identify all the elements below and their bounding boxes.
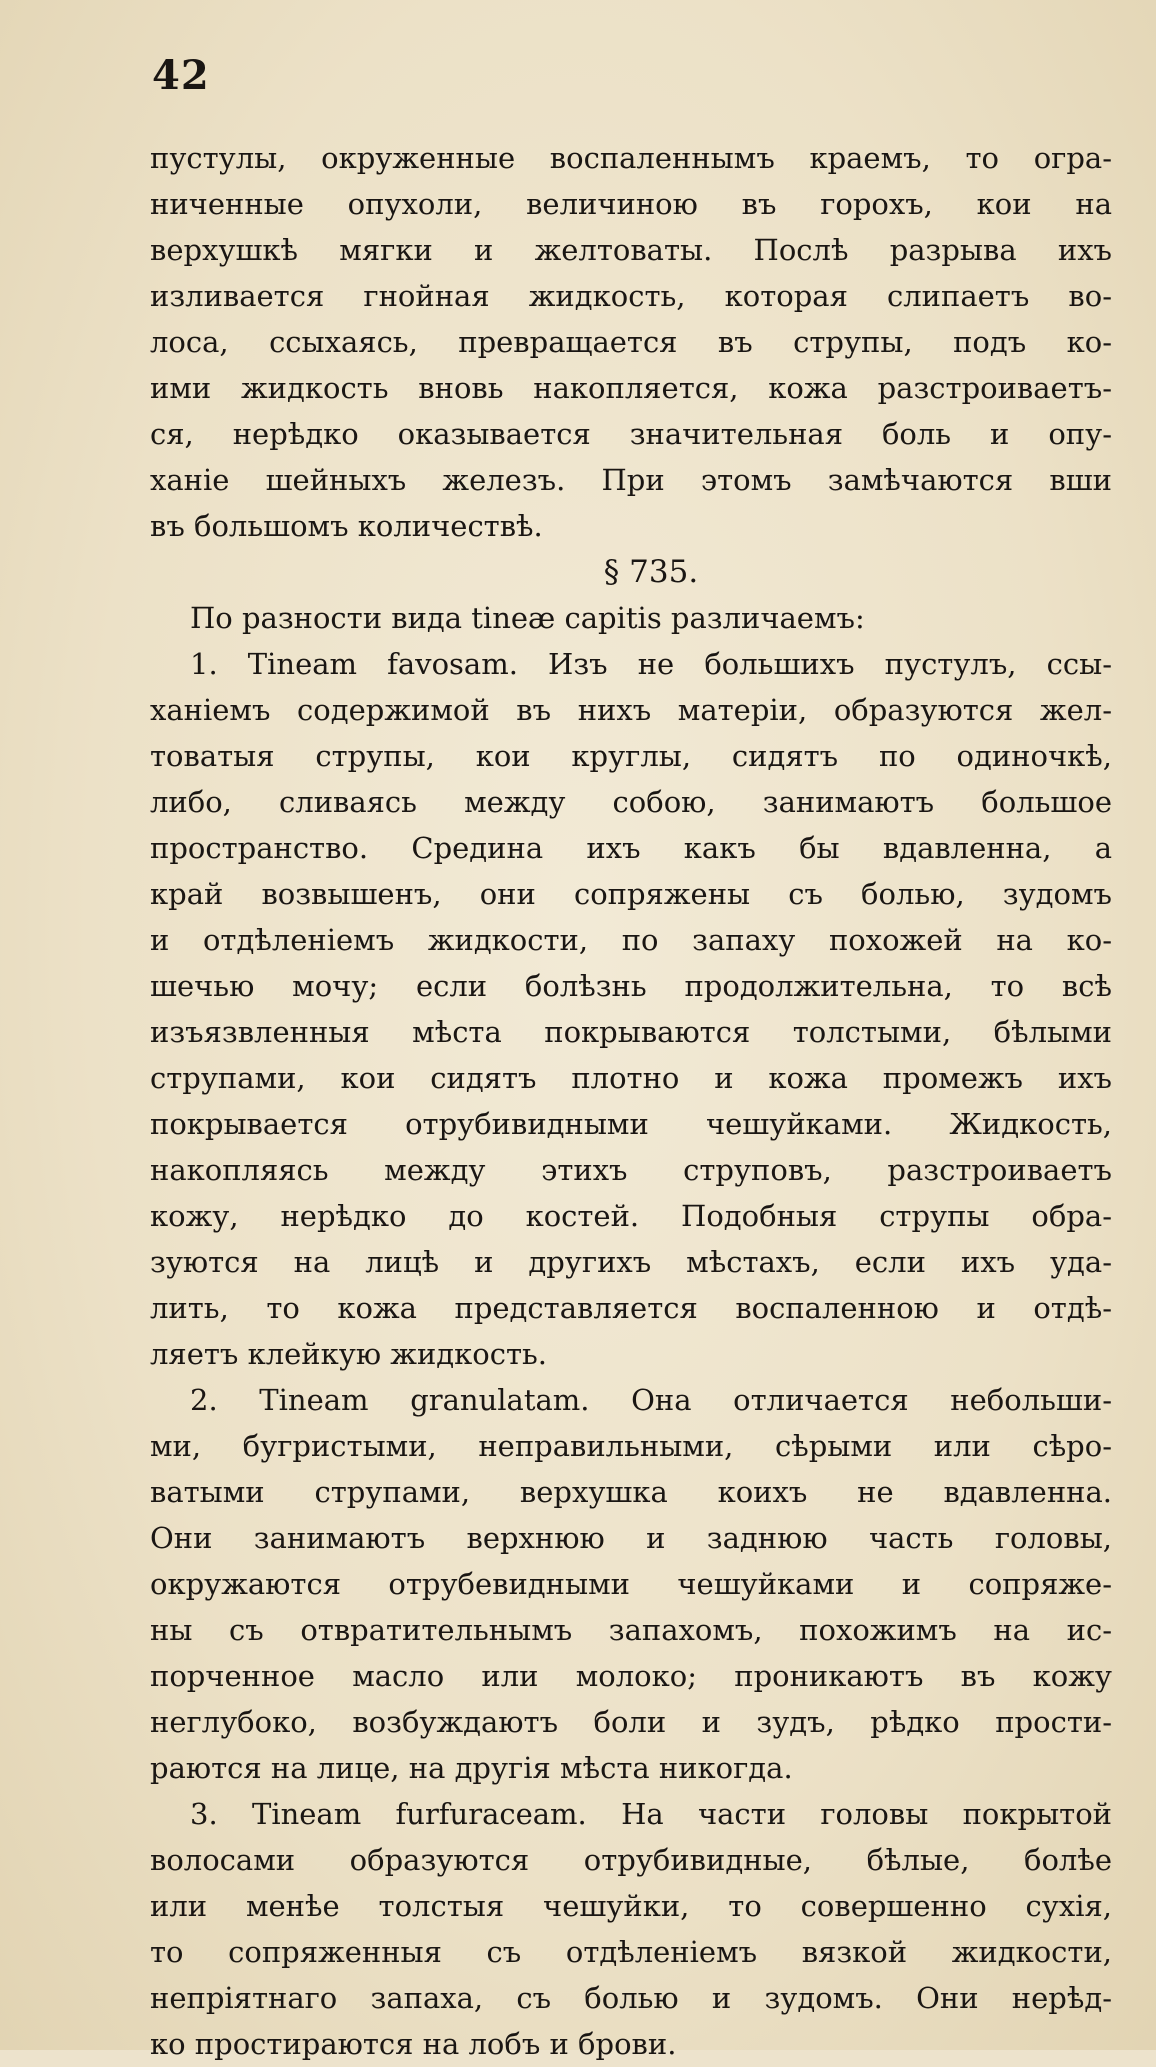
text-line: и отдѣленіемъ жидкости, по запаху похожей на ко- (150, 923, 1112, 957)
text-line: раются на лице, на другія мѣста никогда. (150, 1751, 793, 1785)
text-line: ляетъ клейкую жидкость. (150, 1337, 548, 1371)
text-line: зуются на лицѣ и другихъ мѣстахъ, если ихъ уда- (150, 1245, 1112, 1279)
text-line: По разности вида tineæ capitis различаемъ: (190, 601, 865, 635)
text-line: изливается гнойная жидкость, которая слипаетъ во- (150, 279, 1112, 313)
text-line: въ большомъ количествѣ. (150, 509, 543, 543)
text-line: 2. Tineam granulatam. Она отличается небольши- (190, 1383, 1112, 1417)
section-heading: § 735. (603, 554, 699, 590)
text-line: порченное масло или молоко; проникаютъ въ кожу (150, 1659, 1112, 1693)
text-line: шечью мочу; если болѣзнь продолжительна, то всѣ (150, 969, 1112, 1003)
text-line: струпами, кои сидятъ плотно и кожа промежъ ихъ (150, 1061, 1112, 1095)
text-line: кожу, нерѣдко до костей. Подобныя струпы обра- (150, 1199, 1112, 1233)
text-line: покрывается отрубивидными чешуйками. Жидкость, (150, 1107, 1112, 1141)
text-line: Они занимаютъ верхнюю и заднюю часть головы, (150, 1521, 1112, 1555)
text-line: окружаются отрубевидными чешуйками и сопряже- (150, 1567, 1112, 1601)
text-line: верхушкѣ мягки и желтоваты. Послѣ разрыва ихъ (150, 233, 1112, 267)
text-line: край возвышенъ, они сопряжены съ болью, зудомъ (150, 877, 1112, 911)
text-line: непріятнаго запаха, съ болью и зудомъ. Они нерѣд- (150, 1981, 1112, 2015)
page-number: 42 (152, 52, 210, 99)
text-line: ми, бугристыми, неправильными, сѣрыми или сѣро- (150, 1429, 1112, 1463)
text-line: неглубоко, возбуждаютъ боли и зудъ, рѣдко прости- (150, 1705, 1112, 1739)
text-line: либо, сливаясь между собою, занимаютъ большое (150, 785, 1112, 819)
text-line: ся, нерѣдко оказывается значительная боль и опу- (150, 417, 1112, 451)
text-line: ханіе шейныхъ железъ. При этомъ замѣчаются вши (150, 463, 1112, 497)
text-line: 1. Tineam favosam. Изъ не большихъ пустулъ, ссы- (190, 647, 1112, 681)
page-text (150, 135, 1112, 2067)
text-line: 3. Tineam furfuraceam. На части головы покрытой (190, 1797, 1112, 1831)
text-line: или менѣе толстыя чешуйки, то совершенно сухія, (150, 1889, 1112, 1923)
text-line: то сопряженныя съ отдѣленіемъ вязкой жидкости, (150, 1935, 1112, 1969)
text-line: лоса, ссыхаясь, превращается въ струпы, подъ ко- (150, 325, 1112, 359)
text-line: товатыя струпы, кои круглы, сидятъ по одиночкѣ, (150, 739, 1112, 773)
text-line: ниченные опухоли, величиною въ горохъ, кои на (150, 187, 1112, 221)
text-line: ны съ отвратительнымъ запахомъ, похожимъ на ис- (150, 1613, 1112, 1647)
text-line: ими жидкость вновь накопляется, кожа разстроиваетъ- (150, 371, 1112, 405)
text-line: пространство. Средина ихъ какъ бы вдавленна, а (150, 831, 1112, 865)
text-line: ханіемъ содержимой въ нихъ матеріи, образуются жел- (150, 693, 1112, 727)
text-line: лить, то кожа представляется воспаленною и отдѣ- (150, 1291, 1112, 1325)
text-line: изъязвленныя мѣста покрываются толстыми, бѣлыми (150, 1015, 1112, 1049)
text-line: пустулы, окруженные воспаленнымъ краемъ, то огра- (150, 141, 1112, 175)
text-line: накопляясь между этихъ струповъ, разстроиваетъ (150, 1153, 1112, 1187)
text-line: ватыми струпами, верхушка коихъ не вдавленна. (150, 1475, 1112, 1509)
text-line: ко простираются на лобъ и брови. (150, 2027, 677, 2061)
text-line: волосами образуются отрубивидные, бѣлые, болѣе (150, 1843, 1112, 1877)
